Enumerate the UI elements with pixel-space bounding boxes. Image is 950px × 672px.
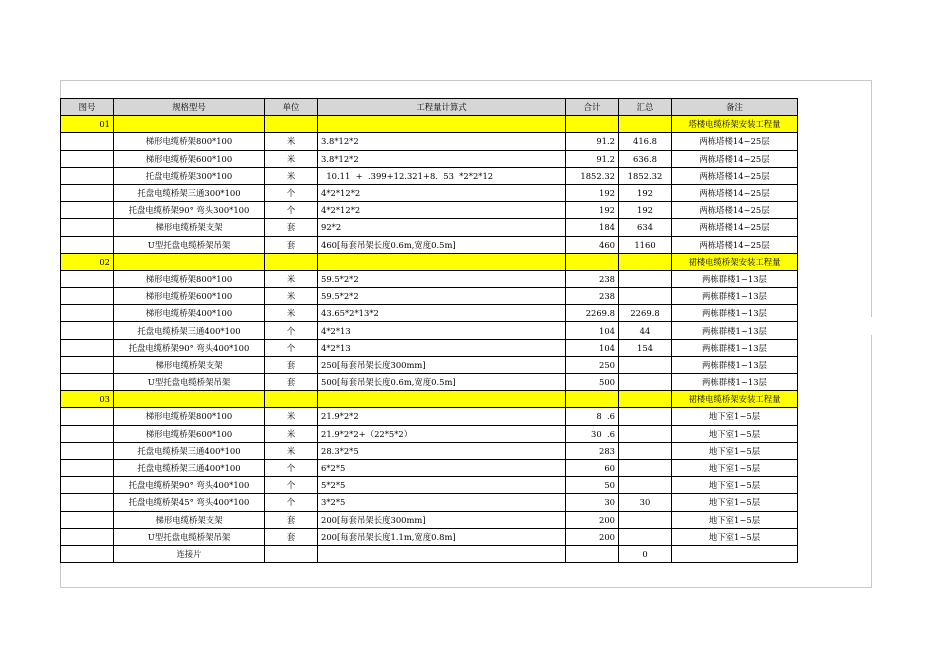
- cell-spec[interactable]: 托盘电缆桥架300*100: [114, 167, 265, 184]
- cell-unit[interactable]: 套: [265, 236, 318, 253]
- cell-spec[interactable]: 托盘电缆桥架90° 弯头400*100: [114, 339, 265, 356]
- cell-formula[interactable]: 200[每套吊架长度300mm]: [318, 511, 566, 528]
- table-row: [61, 202, 798, 219]
- header-row: [61, 99, 798, 116]
- cell-formula[interactable]: 3*2*5: [318, 494, 566, 511]
- cell-spec[interactable]: 梯形电缆桥架400*100: [114, 305, 265, 322]
- cell-summary[interactable]: 416.8: [619, 133, 672, 150]
- cell-unit[interactable]: 个: [265, 184, 318, 201]
- cell-total[interactable]: 91.2: [566, 133, 619, 150]
- cell-total[interactable]: 238: [566, 288, 619, 305]
- cell-drawing-no[interactable]: [61, 236, 114, 253]
- cell-drawing-no[interactable]: [61, 167, 114, 184]
- cell-formula[interactable]: [318, 545, 566, 562]
- cell-formula[interactable]: 250[每套吊架长度300mm]: [318, 356, 566, 373]
- frame-gap: [817, 317, 873, 335]
- cell-spec[interactable]: 梯形电缆桥架600*100: [114, 288, 265, 305]
- table-row: [61, 184, 798, 201]
- cell-formula[interactable]: 4*2*12*2: [318, 202, 566, 219]
- table-row: [61, 356, 798, 373]
- cell-formula[interactable]: 59.5*2*2: [318, 270, 566, 287]
- table-row: [61, 477, 798, 494]
- cell-remark[interactable]: 两栋塔楼14~25层: [672, 219, 798, 236]
- cell-summary[interactable]: [619, 477, 672, 494]
- cell-remark[interactable]: 地下室1~5层: [672, 511, 798, 528]
- cell-unit[interactable]: [265, 391, 318, 408]
- cell-unit[interactable]: 米: [265, 167, 318, 184]
- section-row: [61, 116, 798, 133]
- table-row: [61, 288, 798, 305]
- cell-drawing-no[interactable]: [61, 528, 114, 545]
- cell-remark[interactable]: 两栋群楼1~13层: [672, 356, 798, 373]
- cell-unit[interactable]: 个: [265, 477, 318, 494]
- cell-formula[interactable]: 28.3*2*5: [318, 442, 566, 459]
- cell-spec[interactable]: 梯形电缆桥架支架: [114, 219, 265, 236]
- cell-unit[interactable]: 米: [265, 408, 318, 425]
- cell-remark[interactable]: 两栋群楼1~13层: [672, 288, 798, 305]
- cell-summary[interactable]: 0: [619, 545, 672, 562]
- cell-total[interactable]: 91.2: [566, 150, 619, 167]
- cell-unit[interactable]: 米: [265, 133, 318, 150]
- cell-unit[interactable]: [265, 253, 318, 270]
- cell-drawing-no[interactable]: [61, 133, 114, 150]
- cell-remark[interactable]: 地下室1~5层: [672, 494, 798, 511]
- table-row: [61, 459, 798, 476]
- cell-summary[interactable]: [619, 270, 672, 287]
- cell-spec[interactable]: 托盘电缆桥架三通300*100: [114, 184, 265, 201]
- cell-unit[interactable]: [265, 116, 318, 133]
- cell-remark[interactable]: 两栋塔楼14~25层: [672, 133, 798, 150]
- cell-unit[interactable]: 套: [265, 356, 318, 373]
- cell-remark[interactable]: 两栋群楼1~13层: [672, 270, 798, 287]
- cell-remark[interactable]: 裙楼电缆桥架安装工程量: [672, 391, 798, 408]
- cell-unit[interactable]: 米: [265, 425, 318, 442]
- cell-formula[interactable]: 4*2*12*2: [318, 184, 566, 201]
- cell-drawing-no[interactable]: [61, 202, 114, 219]
- table-row: [61, 511, 798, 528]
- table-row: [61, 494, 798, 511]
- cell-drawing-no[interactable]: [61, 322, 114, 339]
- cell-summary[interactable]: 30: [619, 494, 672, 511]
- cell-drawing-no[interactable]: 03: [61, 391, 114, 408]
- quantity-table: [60, 98, 798, 563]
- cell-summary[interactable]: [619, 511, 672, 528]
- cell-summary[interactable]: [619, 391, 672, 408]
- cell-total[interactable]: 30 .6: [566, 425, 619, 442]
- cell-unit[interactable]: 套: [265, 219, 318, 236]
- header-cell-formula: 工程量计算式: [318, 99, 566, 116]
- cell-remark[interactable]: 两栋塔楼14~25层: [672, 167, 798, 184]
- cell-spec[interactable]: 梯形电缆桥架800*100: [114, 408, 265, 425]
- cell-remark[interactable]: 地下室1~5层: [672, 408, 798, 425]
- cell-spec[interactable]: 托盘电缆桥架90° 弯头300*100: [114, 202, 265, 219]
- cell-total[interactable]: 250: [566, 356, 619, 373]
- cell-summary[interactable]: [619, 442, 672, 459]
- header-cell-total: 合计: [566, 99, 619, 116]
- cell-drawing-no[interactable]: [61, 339, 114, 356]
- cell-drawing-no[interactable]: [61, 545, 114, 562]
- cell-total[interactable]: 1852.32: [566, 167, 619, 184]
- cell-summary[interactable]: [619, 288, 672, 305]
- cell-summary[interactable]: [619, 116, 672, 133]
- cell-formula[interactable]: 21.9*2*2: [318, 408, 566, 425]
- cell-formula[interactable]: 3.8*12*2: [318, 150, 566, 167]
- cell-unit[interactable]: 个: [265, 494, 318, 511]
- cell-remark[interactable]: 裙楼电缆桥架安装工程量: [672, 253, 798, 270]
- table-row: [61, 545, 798, 562]
- cell-spec[interactable]: 梯形电缆桥架支架: [114, 356, 265, 373]
- cell-spec[interactable]: 连接片: [114, 545, 265, 562]
- cell-spec[interactable]: 梯形电缆桥架800*100: [114, 133, 265, 150]
- cell-formula[interactable]: 10.11 + .399+12.321+8. 53 *2*2*12: [318, 167, 566, 184]
- cell-spec[interactable]: U型托盘电缆桥架吊架: [114, 528, 265, 545]
- cell-spec[interactable]: 托盘电缆桥架三通400*100: [114, 459, 265, 476]
- cell-formula[interactable]: 4*2*13: [318, 322, 566, 339]
- cell-summary[interactable]: 1160: [619, 236, 672, 253]
- cell-summary[interactable]: 2269.8: [619, 305, 672, 322]
- cell-unit[interactable]: [265, 545, 318, 562]
- cell-drawing-no[interactable]: [61, 425, 114, 442]
- table-row: [61, 270, 798, 287]
- cell-total[interactable]: 192: [566, 184, 619, 201]
- cell-total[interactable]: 60: [566, 459, 619, 476]
- cell-summary[interactable]: [619, 459, 672, 476]
- cell-summary[interactable]: 44: [619, 322, 672, 339]
- cell-summary[interactable]: [619, 425, 672, 442]
- cell-summary[interactable]: [619, 528, 672, 545]
- cell-formula[interactable]: [318, 253, 566, 270]
- cell-formula[interactable]: 6*2*5: [318, 459, 566, 476]
- cell-spec[interactable]: 梯形电缆桥架600*100: [114, 150, 265, 167]
- cell-drawing-no[interactable]: [61, 374, 114, 391]
- cell-remark[interactable]: 地下室1~5层: [672, 442, 798, 459]
- cell-summary[interactable]: [619, 356, 672, 373]
- table-row: [61, 322, 798, 339]
- cell-spec[interactable]: U型托盘电缆桥架吊架: [114, 236, 265, 253]
- cell-total[interactable]: 104: [566, 322, 619, 339]
- cell-summary[interactable]: 634: [619, 219, 672, 236]
- cell-unit[interactable]: 套: [265, 528, 318, 545]
- cell-total[interactable]: 50: [566, 477, 619, 494]
- cell-unit[interactable]: 米: [265, 442, 318, 459]
- cell-formula[interactable]: 21.9*2*2+（22*5*2）: [318, 425, 566, 442]
- cell-summary[interactable]: 192: [619, 184, 672, 201]
- cell-unit[interactable]: 个: [265, 322, 318, 339]
- cell-total[interactable]: [566, 391, 619, 408]
- cell-remark[interactable]: 两栋塔楼14~25层: [672, 150, 798, 167]
- cell-formula[interactable]: 200[每套吊架长度1.1m,宽度0.8m]: [318, 528, 566, 545]
- cell-unit[interactable]: 个: [265, 202, 318, 219]
- table-row: [61, 528, 798, 545]
- cell-unit[interactable]: 套: [265, 511, 318, 528]
- table-row: [61, 425, 798, 442]
- cell-unit[interactable]: 套: [265, 374, 318, 391]
- cell-drawing-no[interactable]: [61, 477, 114, 494]
- cell-formula[interactable]: [318, 391, 566, 408]
- cell-remark[interactable]: 两栋群楼1~13层: [672, 374, 798, 391]
- cell-total[interactable]: 200: [566, 511, 619, 528]
- cell-remark[interactable]: 两栋塔楼14~25层: [672, 184, 798, 201]
- header-cell-drawing-no: 图号: [61, 99, 114, 116]
- cell-total[interactable]: 2269.8: [566, 305, 619, 322]
- table-row: [61, 442, 798, 459]
- cell-remark[interactable]: 两栋群楼1~13层: [672, 305, 798, 322]
- section-row: [61, 253, 798, 270]
- cell-unit[interactable]: 米: [265, 270, 318, 287]
- cell-drawing-no[interactable]: 01: [61, 116, 114, 133]
- cell-remark[interactable]: 两栋群楼1~13层: [672, 322, 798, 339]
- cell-formula[interactable]: 59.5*2*2: [318, 288, 566, 305]
- cell-unit[interactable]: 个: [265, 339, 318, 356]
- cell-formula[interactable]: 43.65*2*13*2: [318, 305, 566, 322]
- cell-drawing-no[interactable]: [61, 442, 114, 459]
- cell-formula[interactable]: 5*2*5: [318, 477, 566, 494]
- cell-remark[interactable]: 两栋群楼1~13层: [672, 339, 798, 356]
- cell-total[interactable]: 283: [566, 442, 619, 459]
- cell-remark[interactable]: 地下室1~5层: [672, 477, 798, 494]
- cell-remark[interactable]: 塔楼电缆桥架安装工程量: [672, 116, 798, 133]
- cell-remark[interactable]: [672, 545, 798, 562]
- cell-drawing-no[interactable]: [61, 408, 114, 425]
- cell-drawing-no[interactable]: [61, 356, 114, 373]
- table-row: [61, 150, 798, 167]
- cell-drawing-no[interactable]: [61, 270, 114, 287]
- cell-total[interactable]: [566, 116, 619, 133]
- cell-summary[interactable]: 1852.32: [619, 167, 672, 184]
- cell-unit[interactable]: 米: [265, 305, 318, 322]
- cell-total[interactable]: 8 .6: [566, 408, 619, 425]
- cell-spec[interactable]: 托盘电缆桥架45° 弯头400*100: [114, 494, 265, 511]
- cell-spec[interactable]: [114, 116, 265, 133]
- cell-spec[interactable]: [114, 391, 265, 408]
- cell-remark[interactable]: 两栋塔楼14~25层: [672, 236, 798, 253]
- cell-summary[interactable]: 154: [619, 339, 672, 356]
- cell-drawing-no[interactable]: [61, 219, 114, 236]
- cell-drawing-no[interactable]: [61, 288, 114, 305]
- cell-remark[interactable]: 两栋塔楼14~25层: [672, 202, 798, 219]
- table-row: [61, 236, 798, 253]
- cell-drawing-no[interactable]: 02: [61, 253, 114, 270]
- cell-spec[interactable]: U型托盘电缆桥架吊架: [114, 374, 265, 391]
- cell-spec[interactable]: 托盘电缆桥架三通400*100: [114, 442, 265, 459]
- cell-remark[interactable]: 地下室1~5层: [672, 425, 798, 442]
- cell-total[interactable]: 238: [566, 270, 619, 287]
- cell-formula[interactable]: 92*2: [318, 219, 566, 236]
- cell-spec[interactable]: 托盘电缆桥架三通400*100: [114, 322, 265, 339]
- cell-drawing-no[interactable]: [61, 511, 114, 528]
- section-row: [61, 391, 798, 408]
- header-cell-remark: 备注: [672, 99, 798, 116]
- table-row: [61, 133, 798, 150]
- table-row: [61, 408, 798, 425]
- table-row: [61, 305, 798, 322]
- table-body: [61, 116, 798, 563]
- cell-drawing-no[interactable]: [61, 459, 114, 476]
- cell-total[interactable]: 104: [566, 339, 619, 356]
- table-row: [61, 339, 798, 356]
- cell-drawing-no[interactable]: [61, 494, 114, 511]
- cell-remark[interactable]: 地下室1~5层: [672, 459, 798, 476]
- cell-spec[interactable]: 梯形电缆桥架600*100: [114, 425, 265, 442]
- cell-unit[interactable]: 个: [265, 459, 318, 476]
- cell-formula[interactable]: 500[每套吊架长度0.6m,宽度0.5m]: [318, 374, 566, 391]
- header-cell-unit: 单位: [265, 99, 318, 116]
- header-cell-summary: 汇总: [619, 99, 672, 116]
- cell-unit[interactable]: 米: [265, 288, 318, 305]
- table-row: [61, 167, 798, 184]
- cell-unit[interactable]: 米: [265, 150, 318, 167]
- cell-summary[interactable]: 636.8: [619, 150, 672, 167]
- cell-summary[interactable]: [619, 253, 672, 270]
- cell-spec[interactable]: 梯形电缆桥架支架: [114, 511, 265, 528]
- cell-formula[interactable]: 4*2*13: [318, 339, 566, 356]
- cell-total[interactable]: 460: [566, 236, 619, 253]
- cell-total[interactable]: 184: [566, 219, 619, 236]
- cell-total[interactable]: 30: [566, 494, 619, 511]
- cell-drawing-no[interactable]: [61, 150, 114, 167]
- cell-spec[interactable]: [114, 253, 265, 270]
- cell-total[interactable]: [566, 545, 619, 562]
- cell-total[interactable]: 500: [566, 374, 619, 391]
- cell-drawing-no[interactable]: [61, 305, 114, 322]
- cell-drawing-no[interactable]: [61, 184, 114, 201]
- cell-formula[interactable]: 460[每套吊架长度0.6m,宽度0.5m]: [318, 236, 566, 253]
- table-row: [61, 374, 798, 391]
- header-cell-spec: 规格型号: [114, 99, 265, 116]
- table-row: [61, 219, 798, 236]
- cell-summary[interactable]: [619, 374, 672, 391]
- cell-formula[interactable]: 3.8*12*2: [318, 133, 566, 150]
- cell-formula[interactable]: [318, 116, 566, 133]
- cell-remark[interactable]: 地下室1~5层: [672, 528, 798, 545]
- cell-summary[interactable]: 192: [619, 202, 672, 219]
- cell-total[interactable]: 200: [566, 528, 619, 545]
- cell-spec[interactable]: 托盘电缆桥架90° 弯头400*100: [114, 477, 265, 494]
- cell-spec[interactable]: 梯形电缆桥架800*100: [114, 270, 265, 287]
- cell-total[interactable]: 192: [566, 202, 619, 219]
- cell-total[interactable]: [566, 253, 619, 270]
- cell-summary[interactable]: [619, 408, 672, 425]
